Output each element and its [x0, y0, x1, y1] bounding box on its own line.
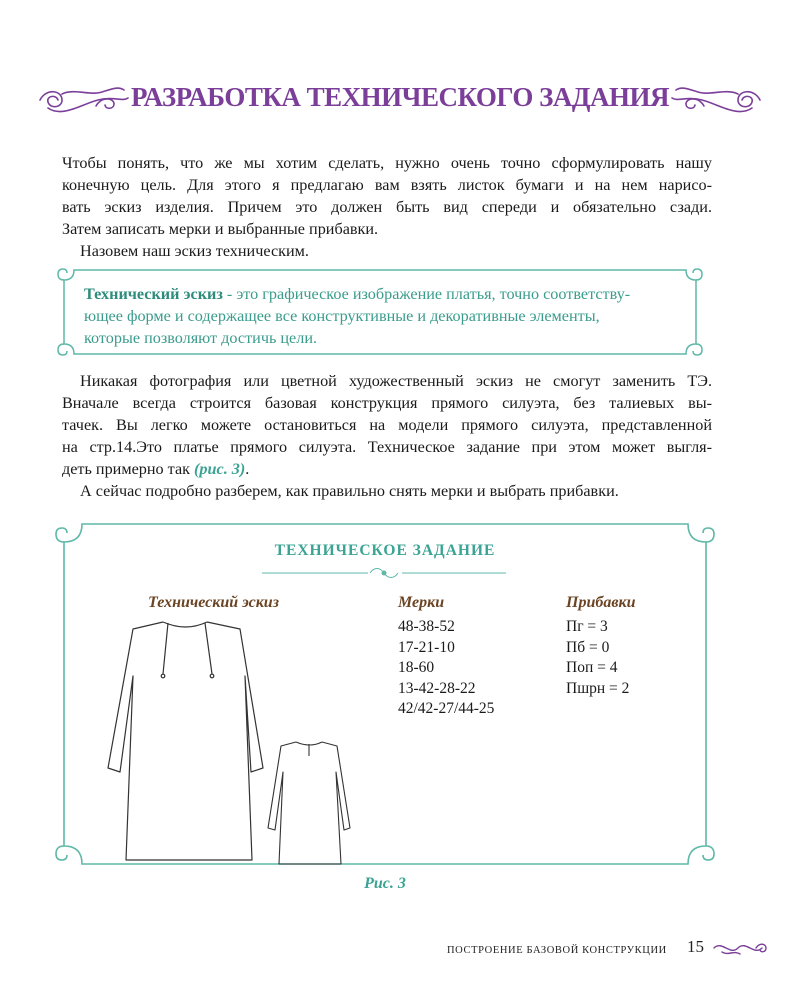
figure-caption: Рис. 3: [364, 875, 406, 892]
definition-line: которые позволяют достичь цели.: [84, 329, 318, 347]
measure-item: 48-38-52: [398, 618, 455, 635]
allowance-item: Пшрн = 2: [566, 679, 630, 697]
intro-line: Чтобы понять, что же мы хотим сделать, нужно очень точно сформулировать нашу: [62, 154, 712, 172]
body-line-text: деть примерно так: [62, 460, 195, 478]
definition-line: - это графическое изображение платья, точно соответству-: [222, 285, 631, 303]
body-line: на стр.14.Это платье прямого силуэта. Техническое задание при этом может выгля-: [62, 438, 712, 456]
allowances-list: [566, 617, 629, 699]
body-line-text: .: [245, 460, 250, 478]
intro-line: вать эскиз изделия. Причем это должен быть вид спереди и обязательно сзади.: [62, 198, 712, 216]
footer-flourish-icon: [712, 938, 768, 958]
measure-item: 18-60: [398, 659, 435, 676]
body-line: тачек. Вы легко можете остановиться на модели прямого силуэта, представленной: [62, 416, 712, 434]
measure-item: 42/42-27/44-25: [398, 700, 495, 717]
dress-back-icon: [268, 742, 350, 864]
intro-second-line: Назовем наш эскиз техническим.: [80, 242, 309, 260]
definition-text: [84, 283, 674, 349]
intro-line: конечную цель. Для этого я предлагаю вам взять листок бумаги и на нем нарисо-: [62, 176, 712, 194]
allowance-item: Пб = 0: [566, 638, 610, 656]
page-number: 15: [687, 937, 704, 956]
intro-line: Затем записать мерки и выбранные прибавки.: [62, 220, 379, 238]
allowance-item: Поп = 4: [566, 659, 618, 676]
body-paragraph: [62, 370, 712, 502]
footer-section-title: ПОСТРОЕНИЕ БАЗОВОЙ КОНСТРУКЦИИ: [447, 945, 667, 956]
allowances-column-heading: Прибавки: [566, 594, 636, 611]
body-final-line: А сейчас подробно разберем, как правильно снять мерки и выбрать прибавки.: [80, 482, 619, 500]
title-banner: [0, 78, 800, 124]
dress-front-icon: [108, 622, 263, 860]
page-title: РАЗРАБОТКА ТЕХНИЧЕСКОГО ЗАДАНИЯ: [131, 82, 669, 112]
measure-item: 13-42-28-22: [398, 679, 476, 697]
measures-column-heading: Мерки: [398, 594, 445, 611]
definition-line: ющее форме и содержащее все конструктивные и декоративные элементы,: [84, 307, 600, 325]
body-line: Никакая фотография или цветной художественный эскиз не смогут заменить ТЭ.: [80, 372, 712, 390]
measure-item: 17-21-10: [398, 638, 455, 656]
sketch-column-heading: Технический эскиз: [148, 594, 279, 611]
body-line: [62, 458, 712, 480]
definition-term: Технический эскиз: [84, 285, 223, 303]
spec-title: ТЕХНИЧЕСКОЕ ЗАДАНИЕ: [274, 542, 496, 559]
allowance-item: Пг = 3: [566, 618, 608, 635]
body-line: Вначале всегда строится базовая конструкция прямого силуэта, без талиевых вы-: [62, 394, 712, 412]
intro-paragraph: [62, 152, 712, 262]
figure-reference[interactable]: (рис. 3): [194, 460, 246, 478]
measures-list: [398, 617, 494, 720]
